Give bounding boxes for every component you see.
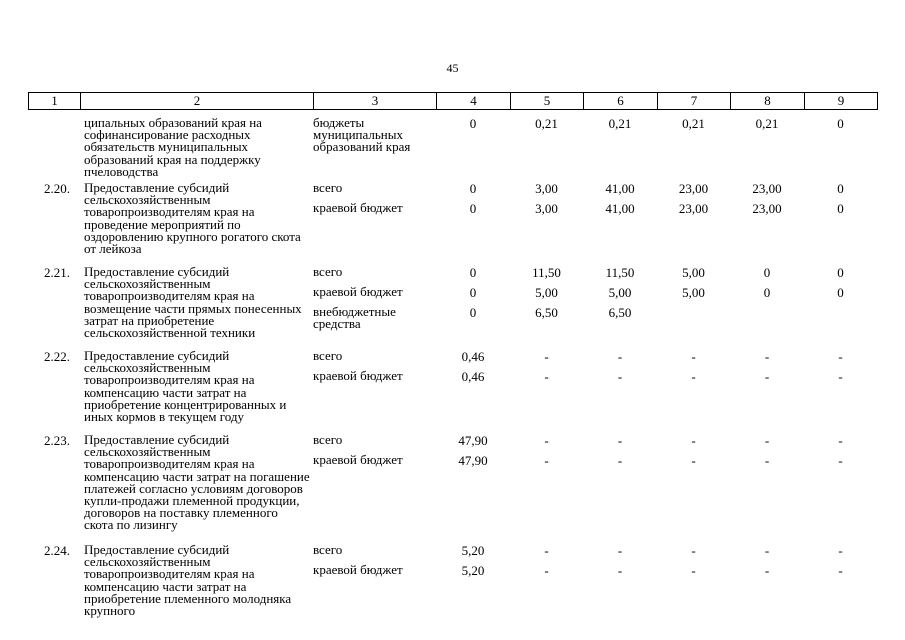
- row-number: 2.23.: [44, 433, 70, 448]
- funding-source: всего: [313, 432, 343, 447]
- value-col-9: 0: [837, 181, 844, 196]
- value-col-4: 0: [469, 181, 477, 196]
- value-col-7: 5,00: [682, 285, 705, 300]
- value-col-8: 0: [763, 285, 771, 300]
- value-col-7: -: [691, 349, 696, 364]
- funding-source: всего: [313, 348, 343, 363]
- value-col-9: -: [838, 433, 843, 448]
- value-col-6: 0,21: [608, 116, 632, 131]
- row-number: 2.24.: [44, 543, 70, 558]
- measure-name: ципальных образований края на софинансирование расходных обязательств муниципальных образований края на поддержку пчеловодства: [84, 115, 262, 179]
- value-col-4: 5,20: [461, 543, 485, 558]
- funding-line: [0, 564, 905, 580]
- col-header-9: 9: [805, 93, 878, 110]
- value-col-9: 0: [837, 285, 844, 300]
- value-col-4: 0,46: [461, 349, 485, 364]
- col-header-1: 1: [29, 93, 81, 110]
- value-col-9: -: [838, 369, 843, 384]
- row-number: 2.21.: [44, 265, 70, 280]
- col-header-7: 7: [658, 93, 731, 110]
- funding-source: краевой бюджет: [313, 562, 403, 577]
- col-header-5: 5: [511, 93, 584, 110]
- funding-line: [0, 266, 905, 282]
- value-col-8: -: [764, 369, 770, 384]
- value-col-5: -: [544, 349, 549, 364]
- page-number: 45: [446, 61, 459, 75]
- value-col-9: -: [838, 453, 843, 468]
- value-col-6: 41,00: [605, 201, 635, 216]
- value-col-4: 47,90: [458, 433, 488, 448]
- value-col-5: -: [544, 369, 549, 384]
- col-header-3: 3: [314, 93, 437, 110]
- value-col-9: -: [838, 349, 843, 364]
- funding-line: [0, 202, 905, 218]
- value-col-9: 0: [837, 116, 844, 131]
- value-col-8: 0,21: [755, 116, 779, 131]
- measure-name: Предоставление субсидий сельскохозяйственным товаропроизводителям края на компенсацию части затрат на погашение платежей согласно условиям договоров купли-продажи племенной продукции, договоров на поставку племенного скота по лизингу: [84, 432, 310, 533]
- funding-source: краевой бюджет: [313, 200, 403, 215]
- value-col-8: -: [764, 543, 770, 558]
- row-number: 2.22.: [44, 349, 70, 364]
- measure-name: Предоставление субсидий сельскохозяйственным товаропроизводителям края на проведение мероприятий по оздоровлению крупного рогатого скота от лейкоза: [84, 180, 301, 257]
- row-number: 2.20.: [44, 181, 70, 196]
- value-col-8: -: [764, 453, 770, 468]
- value-col-6: 6,50: [608, 305, 632, 320]
- value-col-4: 0: [469, 305, 477, 320]
- measure-name: Предоставление субсидий сельскохозяйственным товаропроизводителям края на компенсацию части затрат на приобретение концентрированных и иных кормов в текущем году: [84, 348, 287, 425]
- value-col-5: -: [544, 433, 549, 448]
- value-col-6: 5,00: [608, 285, 632, 300]
- funding-source: бюджеты муниципальных образований края: [313, 115, 411, 155]
- funding-line: [0, 286, 905, 302]
- value-col-5: 3,00: [535, 201, 558, 216]
- value-col-5: -: [544, 453, 549, 468]
- funding-source: краевой бюджет: [313, 452, 403, 467]
- value-col-7: -: [691, 453, 696, 468]
- value-col-6: 41,00: [605, 181, 635, 196]
- value-col-8: 0: [763, 265, 771, 280]
- value-col-4: 47,90: [458, 453, 488, 468]
- funding-line: [0, 454, 905, 470]
- value-col-5: -: [544, 543, 549, 558]
- value-col-6: -: [617, 453, 623, 468]
- funding-source: краевой бюджет: [313, 284, 403, 299]
- value-col-6: -: [617, 543, 623, 558]
- value-col-4: 0: [469, 116, 477, 131]
- value-col-4: 5,20: [461, 563, 485, 578]
- value-col-4: 0: [469, 201, 477, 216]
- value-col-9: 0: [837, 201, 844, 216]
- measure-name: Предоставление субсидий сельскохозяйственным товаропроизводителям края на возмещение части прямых понесенных затрат на приобретение сельскохозяйственной техники: [84, 264, 302, 341]
- value-col-7: 0,21: [682, 116, 705, 131]
- value-col-7: -: [691, 543, 696, 558]
- funding-source: всего: [313, 264, 343, 279]
- value-col-5: 6,50: [535, 305, 558, 320]
- value-col-9: -: [838, 563, 843, 578]
- value-col-5: 3,00: [535, 181, 558, 196]
- value-col-7: 23,00: [678, 181, 709, 196]
- value-col-7: 5,00: [682, 265, 705, 280]
- value-col-4: 0: [469, 265, 477, 280]
- value-col-9: -: [838, 543, 843, 558]
- col-header-4: 4: [437, 93, 511, 110]
- value-col-5: 11,50: [532, 265, 561, 280]
- value-col-8: -: [764, 349, 770, 364]
- column-number-header: [28, 92, 878, 110]
- value-col-6: 11,50: [605, 265, 635, 280]
- value-col-6: -: [617, 563, 623, 578]
- funding-source: краевой бюджет: [313, 368, 403, 383]
- value-col-5: -: [544, 563, 549, 578]
- value-col-7: 23,00: [678, 201, 709, 216]
- value-col-5: 0,21: [535, 116, 558, 131]
- col-header-8: 8: [731, 93, 805, 110]
- value-col-4: 0: [469, 285, 477, 300]
- value-col-6: -: [617, 349, 623, 364]
- value-col-7: -: [691, 433, 696, 448]
- measure-name: Предоставление субсидий сельскохозяйственным товаропроизводителям края на компенсацию части затрат на приобретение племенного молодняка крупного: [84, 542, 292, 619]
- col-header-2: 2: [81, 93, 314, 110]
- funding-line: [0, 544, 905, 560]
- value-col-8: -: [764, 563, 770, 578]
- value-col-6: -: [617, 369, 623, 384]
- col-header-6: 6: [584, 93, 658, 110]
- value-col-6: -: [617, 433, 623, 448]
- funding-source: всего: [313, 542, 343, 557]
- value-col-4: 0,46: [461, 369, 485, 384]
- funding-line: [0, 182, 905, 198]
- value-col-8: -: [764, 433, 770, 448]
- funding-line: [0, 350, 905, 366]
- funding-line: [0, 370, 905, 386]
- value-col-8: 23,00: [752, 181, 782, 196]
- funding-source: внебюджетные средства: [313, 304, 396, 332]
- value-col-7: -: [691, 369, 696, 384]
- funding-source: всего: [313, 180, 343, 195]
- value-col-9: 0: [837, 265, 844, 280]
- value-col-7: -: [691, 563, 696, 578]
- funding-line: [0, 304, 905, 332]
- value-col-8: 23,00: [752, 201, 782, 216]
- funding-line: [0, 434, 905, 450]
- value-col-5: 5,00: [535, 285, 558, 300]
